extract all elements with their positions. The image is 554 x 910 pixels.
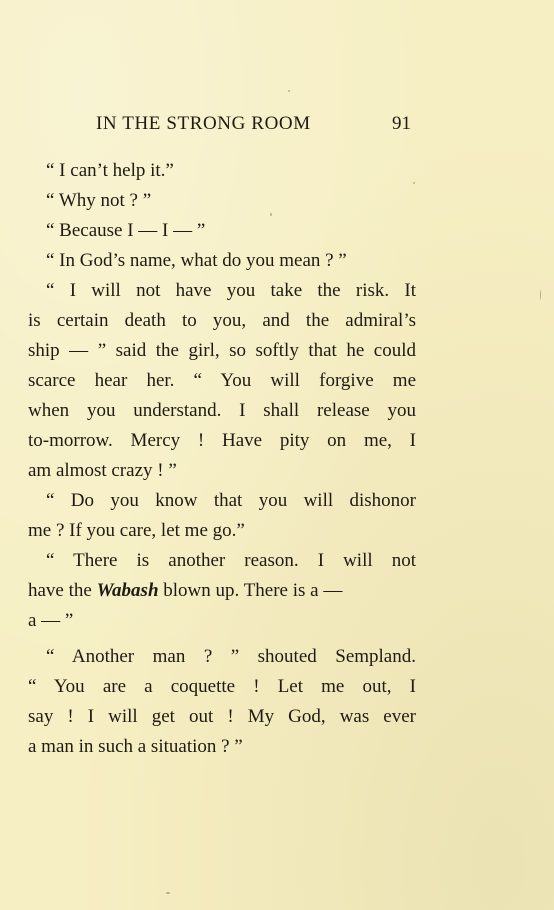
text-line: “ In God’s name, what do you mean ? ” bbox=[46, 250, 347, 271]
text-line: “ Do you know that you will dishonor bbox=[46, 490, 416, 511]
running-head bbox=[96, 113, 416, 139]
text-line: say ! I will get out ! My God, was ever bbox=[28, 706, 416, 727]
text-fragment: have the bbox=[28, 580, 92, 601]
paper-speck bbox=[270, 213, 272, 216]
text-line: “ Why not ? ” bbox=[46, 190, 152, 211]
paper-speck bbox=[288, 90, 290, 92]
text-line-with-italic bbox=[28, 576, 416, 606]
running-title: IN THE STRONG ROOM bbox=[96, 113, 311, 134]
paper-speck bbox=[413, 182, 415, 184]
text-line: “ I can’t help it.” bbox=[46, 160, 174, 181]
text-line: “ Because I — I — ” bbox=[46, 220, 206, 241]
text-line: “ There is another reason. I will not bbox=[46, 550, 416, 571]
text-line: to-morrow. Mercy ! Have pity on me, I bbox=[28, 430, 416, 451]
text-line: am almost crazy ! ” bbox=[28, 460, 177, 481]
text-line: scarce hear her. “ You will forgive me bbox=[28, 370, 416, 391]
text-line: is certain death to you, and the admiral’s bbox=[28, 310, 416, 331]
paper-speck bbox=[540, 290, 541, 300]
ship-name: Wabash bbox=[96, 580, 159, 601]
text-fragment: blown up. There is a — bbox=[163, 580, 343, 601]
text-line: me ? If you care, let me go.” bbox=[28, 520, 245, 541]
paper-speck bbox=[166, 892, 170, 894]
page-number: 91 bbox=[392, 113, 411, 134]
text-line: a man in such a situation ? ” bbox=[28, 736, 243, 757]
text-line: “ Another man ? ” shouted Sempland. bbox=[46, 646, 416, 667]
text-line: “ You are a coquette ! Let me out, I bbox=[28, 676, 416, 697]
text-line: a — ” bbox=[28, 610, 74, 631]
text-line: “ I will not have you take the risk. It bbox=[46, 280, 416, 301]
text-line: when you understand. I shall release you bbox=[28, 400, 416, 421]
text-line: ship — ” said the girl, so softly that he could bbox=[28, 340, 416, 361]
